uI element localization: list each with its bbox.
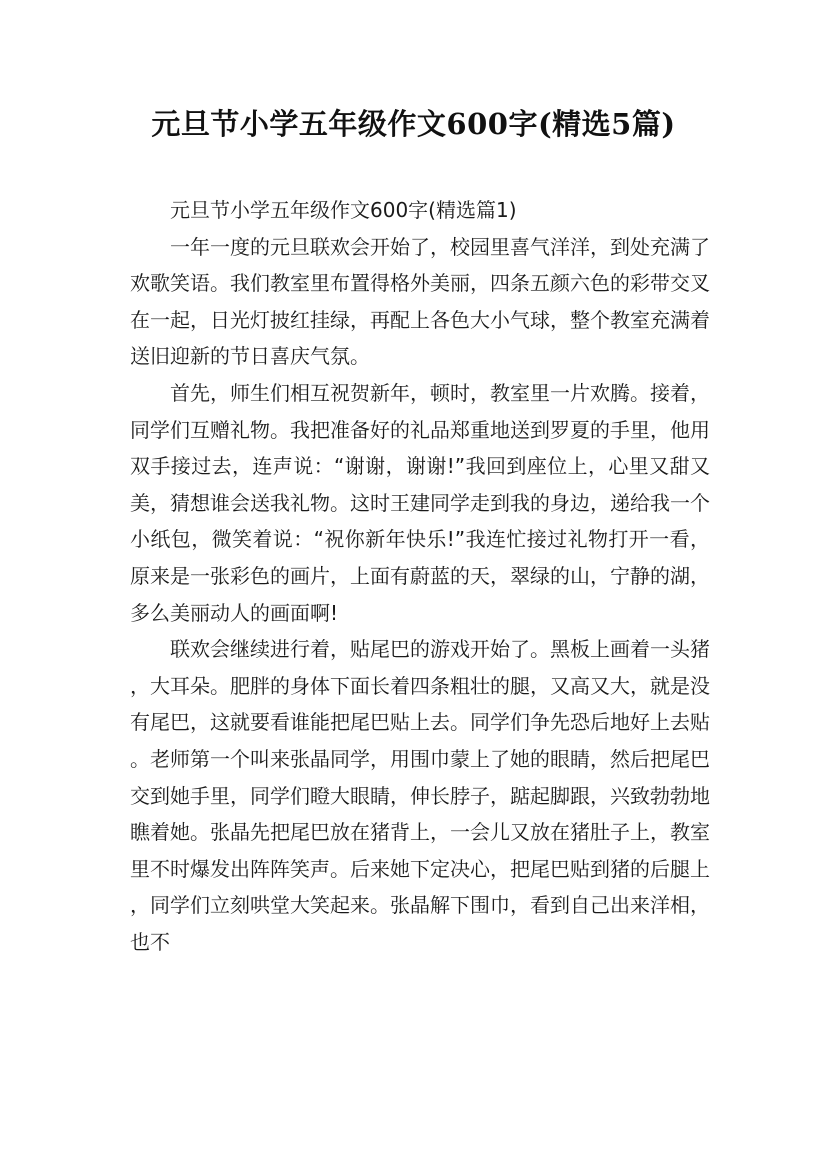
paragraph: 联欢会继续进行着，贴尾巴的游戏开始了。黑板上画着一头猪，大耳朵。肥胖的身体下面长着四条粗壮的腿，又高又大，就是没有尾巴，这就要看谁能把尾巴贴上去。同学们争先恐后地好上去贴。老师第一个叫来张晶同学，用围巾蒙上了她的眼睛，然后把尾巴交到她手里，同学们瞪大眼睛，伸长脖子，踮起脚跟，兴致勃勃地瞧着她。张晶先把尾巴放在猪背上，一会儿又放在猪肚子上，教室里不时爆发出阵阵笑声。后来她下定决心，把尾巴贴到猪的后腿上，同学们立刻哄堂大笑起来。张晶解下围巾，看到自己出来洋相，也不 — [130, 637, 710, 954]
section-subtitle: 元旦节小学五年级作文600字(精选篇1) — [170, 198, 517, 222]
document-body — [130, 192, 710, 960]
document-title: 元旦节小学五年级作文600字(精选5篇) — [151, 107, 676, 141]
paragraph: 首先，师生们相互祝贺新年，顿时，教室里一片欢腾。接着，同学们互赠礼物。我把准备好的礼品郑重地送到罗夏的手里，他用双手接过去，连声说：“谢谢，谢谢!”我回到座位上，心里又甜又美，猜想谁会送我礼物。这时王建同学走到我的身边，递给我一个小纸包，微笑着说：“祝你新年快乐!”我连忙接过礼物打开一看，原来是一张彩色的画片，上面有蔚蓝的天，翠绿的山，宁静的湖，多么美丽动人的画面啊! — [130, 380, 710, 625]
paragraph: 一年一度的元旦联欢会开始了，校园里喜气洋洋，到处充满了欢歌笑语。我们教室里布置得格外美丽，四条五颜六色的彩带交叉在一起，日光灯披红挂绿，再配上各色大小气球，整个教室充满着送旧迎新的节日喜庆气氛。 — [130, 234, 710, 369]
